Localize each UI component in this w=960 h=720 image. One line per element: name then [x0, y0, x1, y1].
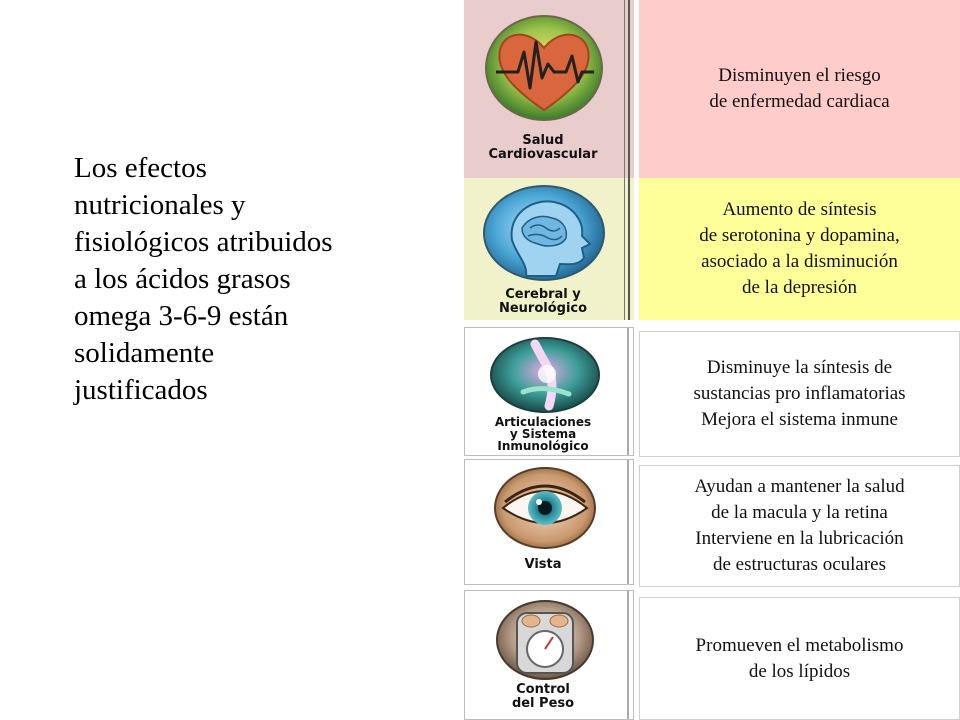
tile-label — [465, 416, 621, 452]
weight-scale-icon — [483, 599, 608, 681]
info-line: Ayudan a mantener la salud — [694, 476, 905, 497]
intro-text — [74, 150, 414, 409]
intro-line: fisiológicos atribuidos — [74, 226, 333, 258]
info-line: de serotonina y dopamina, — [699, 225, 900, 246]
tile-label-line: Neurológico — [498, 301, 588, 316]
tile-label — [464, 288, 622, 316]
tile-label-line: Inmunológico — [497, 439, 589, 453]
tile-label-line: del Peso — [511, 696, 575, 711]
tile-label — [465, 683, 621, 711]
info-line: Disminuyen el riesgo — [718, 65, 881, 86]
intro-line: nutricionales y — [74, 189, 246, 221]
tile-frame — [628, 178, 630, 320]
info-line: Promueven el metabolismo — [695, 634, 904, 656]
tile-cardiovascular — [464, 0, 634, 178]
tile-vista — [464, 459, 634, 585]
eye-icon — [483, 466, 608, 550]
info-line: Interviene en la lubricación — [695, 528, 904, 549]
tile-label-line: Vista — [524, 557, 562, 572]
tile-control-peso — [464, 590, 634, 720]
joint-knee-icon — [483, 336, 608, 414]
tile-frame — [627, 328, 629, 455]
tile-label-line: Articulaciones — [494, 415, 592, 429]
tile-label-line: Salud — [522, 133, 564, 148]
info-line: de la macula y la retina — [711, 502, 888, 523]
tile-label-line: y Sistema — [509, 427, 577, 441]
heart-ecg-icon — [482, 12, 607, 124]
info-line: sustancias pro inflamatorias — [693, 383, 906, 404]
info-line: de los lípidos — [748, 660, 851, 682]
tile-frame — [624, 0, 625, 178]
intro-line: justificados — [74, 374, 208, 406]
info-line: de la depresión — [741, 277, 857, 298]
info-cerebral — [639, 178, 960, 320]
info-cardiovascular — [639, 0, 960, 178]
tile-label-line: Control — [516, 682, 570, 697]
info-line: Disminuye la síntesis de — [706, 357, 893, 378]
intro-line: omega 3-6-9 están — [74, 300, 289, 332]
intro-line: Los efectos — [74, 152, 207, 184]
intro-line: a los ácidos grasos — [74, 263, 291, 295]
info-line: de enfermedad cardiaca — [709, 91, 890, 112]
tile-label — [465, 558, 621, 572]
tile-label-line: Cardiovascular — [488, 147, 598, 162]
tile-articulaciones — [464, 327, 634, 456]
info-line: Mejora el sistema inmune — [701, 409, 898, 430]
info-control-peso — [639, 597, 960, 720]
tile-frame — [627, 460, 629, 584]
info-articulaciones — [639, 331, 960, 457]
tile-label — [464, 134, 622, 162]
info-vista — [639, 465, 960, 587]
intro-line: solidamente — [74, 337, 215, 369]
brain-head-icon — [482, 184, 607, 282]
tile-frame — [628, 0, 630, 178]
tile-frame — [624, 178, 625, 320]
info-line: asociado a la disminución — [701, 251, 898, 272]
info-line: Aumento de síntesis — [722, 199, 877, 220]
tile-cerebral — [464, 178, 634, 320]
info-line: de estructuras oculares — [712, 554, 887, 575]
tile-label-line: Cerebral y — [505, 287, 581, 302]
tile-frame — [627, 591, 629, 719]
